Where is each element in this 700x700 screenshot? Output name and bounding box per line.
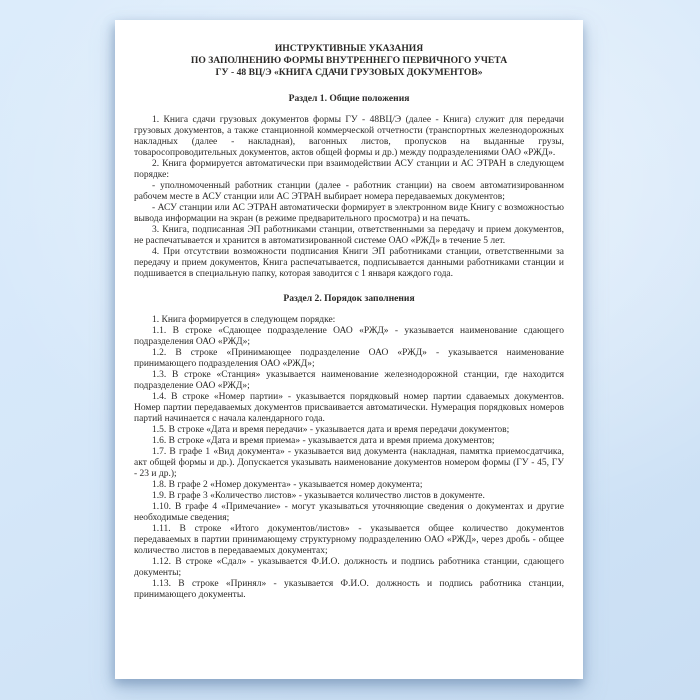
section-1-heading: Раздел 1. Общие положения xyxy=(288,93,410,104)
paragraph: 1.9. В графе 3 «Количество листов» - указывается количество листов в документе. xyxy=(152,491,485,501)
paragraph: 1.1. В строке «Сдающее подразделение ОАО «РЖД» - указывается наименование сдающего подразделения ОАО «РЖД»; xyxy=(134,326,564,347)
paragraph: 1.7. В графе 1 «Вид документа» - указывается вид документа (накладная, памятка приемосдатчика, акт общей формы и др.). Допускается указывать наименование документов номером формы (ГУ - 45, ГУ - 23 и др.); xyxy=(134,447,564,479)
paragraph: 3. Книга, подписанная ЭП работниками станции, ответственными за передачу и прием документов, не распечатывается и хранится в автоматизированной системе ОАО «РЖД» в течение 5 лет. xyxy=(134,225,564,246)
document-title-line: ГУ - 48 ВЦ/Э «КНИГА СДАЧИ ГРУЗОВЫХ ДОКУМЕНТОВ» xyxy=(215,67,483,78)
paragraph: - уполномоченный работник станции (далее - работник станции) на своем автоматизированном рабочем месте в АСУ станции или АС ЭТРАН выбирает номера передаваемых документов; xyxy=(134,181,564,202)
paragraph: 1.2. В строке «Принимающее подразделение ОАО «РЖД» - указывается наименование принимающего подразделения ОАО «РЖД»; xyxy=(134,348,564,369)
paragraph: 1.8. В графе 2 «Номер документа» - указывается номер документа; xyxy=(152,480,423,490)
paragraph: - АСУ станции или АС ЭТРАН автоматически формирует в электронном виде Книгу с возможностью вывода информации на экран (в режиме предварительного просмотра) и на печать. xyxy=(134,203,564,224)
paragraph: 2. Книга формируется автоматически при взаимодействии АСУ станции и АС ЭТРАН в следующем порядке: xyxy=(134,159,564,180)
document-content xyxy=(115,20,583,679)
paragraph: 1.10. В графе 4 «Примечание» - могут указываться уточняющие сведения о документах и другие необходимые сведения; xyxy=(134,502,564,523)
paragraph: 1. Книга формируется в следующем порядке: xyxy=(152,315,336,325)
paragraph: 1. Книга сдачи грузовых документов формы ГУ - 48ВЦ/Э (далее - Книга) служит для передачи грузовых документов, а также станционной коммерческой отчетности (транспортных железнодорожных накладных (далее - накладная), вагонных листов, пропусков на выданные грузы, товаросопроводительных документов, актов общей формы и др.) между подразделениями ОАО «РЖД». xyxy=(134,115,564,158)
paragraph: 1.12. В строке «Сдал» - указывается Ф.И.О. должность и подпись работника станции, сдающего документы; xyxy=(134,557,564,578)
paragraph: 1.11. В строке «Итого документов/листов» - указывается общее количество документов передаваемых в партии принимающему структурному подразделению ОАО «РЖД», через дробь - общее количество листов в передаваемых документах; xyxy=(134,524,564,556)
document-title xyxy=(134,43,564,79)
section-2-heading: Раздел 2. Порядок заполнения xyxy=(283,293,415,304)
document-page xyxy=(115,20,583,679)
document-title-line: ПО ЗАПОЛНЕНИЮ ФОРМЫ ВНУТРЕННЕГО ПЕРВИЧНОГО УЧЕТА xyxy=(190,55,508,66)
document-title-line: ИНСТРУКТИВНЫЕ УКАЗАНИЯ xyxy=(274,43,424,54)
paragraph: 1.13. В строке «Принял» - указывается Ф.И.О. должность и подпись работника станции, принимающего документы. xyxy=(134,579,564,600)
paragraph: 1.5. В строке «Дата и время передачи» - указывается дата и время передачи документов; xyxy=(152,425,510,435)
paragraph: 1.6. В строке «Дата и время приема» - указывается дата и время приема документов; xyxy=(152,436,495,446)
paragraph: 1.4. В строке «Номер партии» - указывается порядковый номер партии сдаваемых документов. Номер партии передаваемых документов присваивается автоматически. Нумерация порядковых номеров партий начинается с начала календарного года. xyxy=(134,392,564,424)
paragraph: 4. При отсутствии возможности подписания Книги ЭП работниками станции, ответственными за передачу и прием документов, Книга распечатывается, подписывается данными работниками станции и подшивается в специальную папку, которая заводится с 1 января каждого года. xyxy=(134,247,564,279)
paragraph: 1.3. В строке «Станция» указывается наименование железнодорожной станции, где находится подразделение ОАО «РЖД»; xyxy=(134,370,564,391)
